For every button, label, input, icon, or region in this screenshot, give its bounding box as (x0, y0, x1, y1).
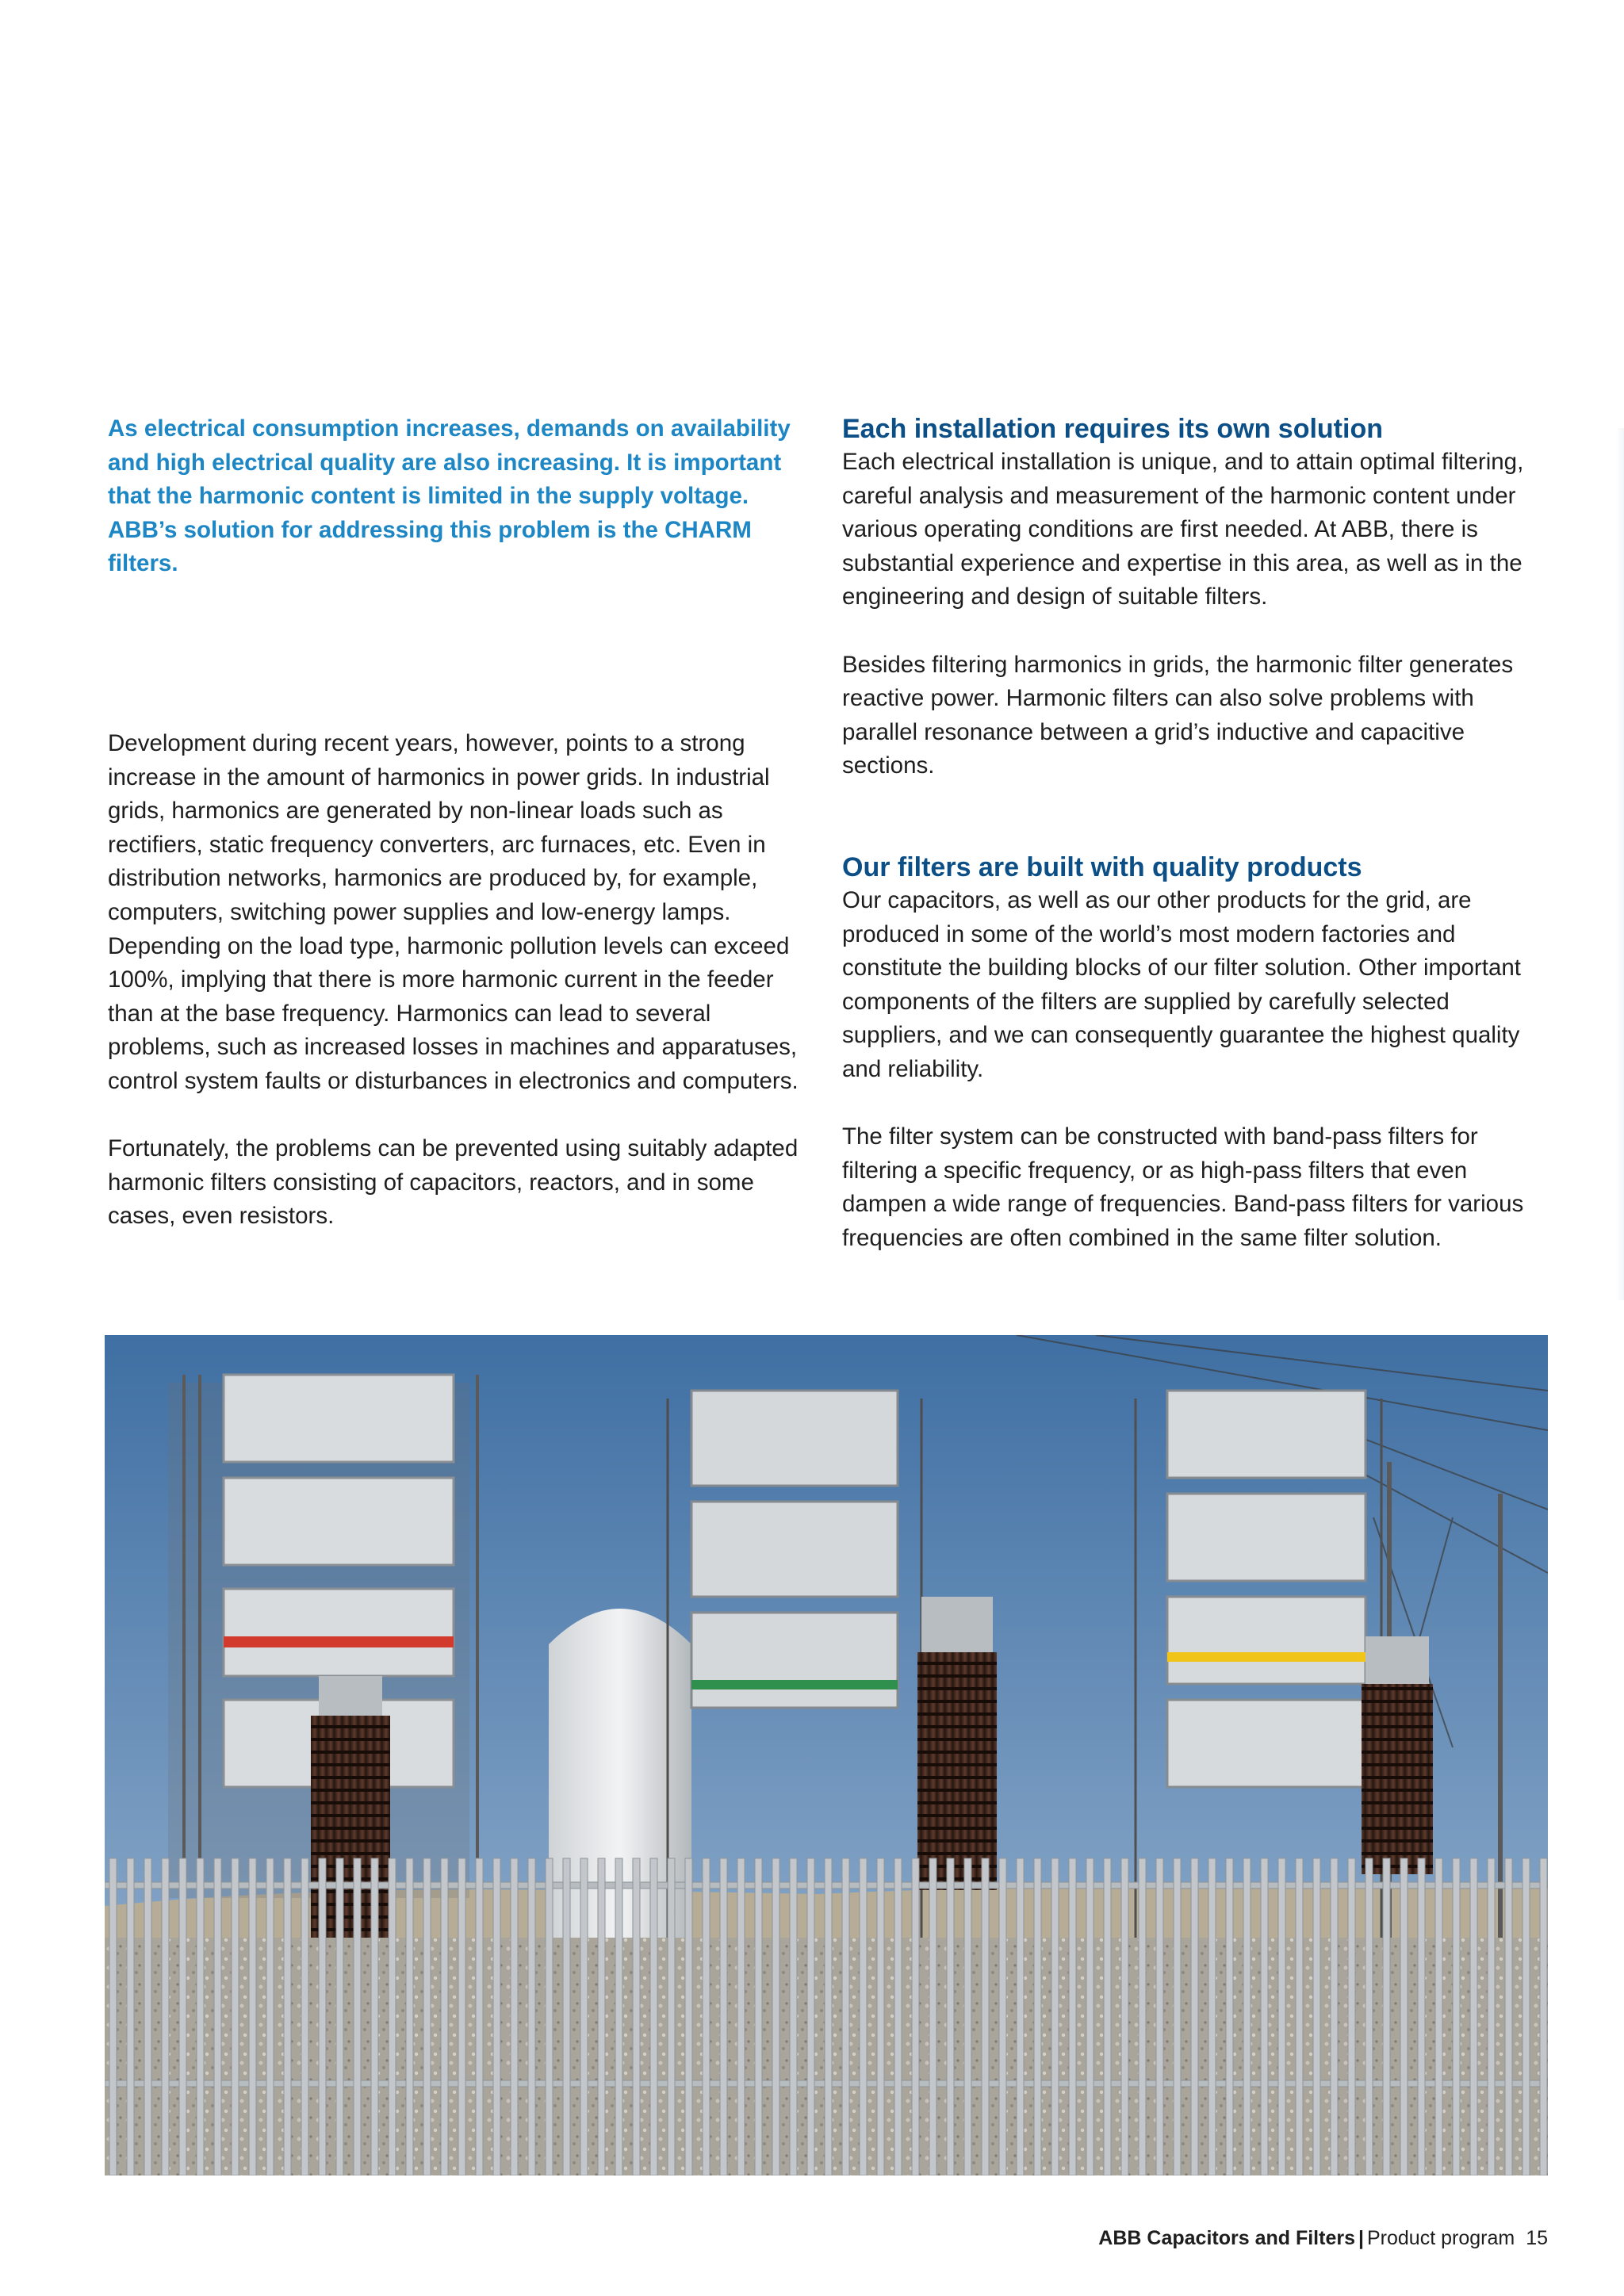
fence-bar (1191, 1858, 1198, 2175)
fence-bar (894, 1858, 902, 2175)
fence-bar (790, 1858, 797, 2175)
fence-bar (1243, 1858, 1251, 2175)
page-edge-shadow (1616, 428, 1624, 1300)
installation-paragraph-1: Each electrical installation is unique, and to attain optimal filtering, careful analysis and measurement of the harmonic content under various operating conditions are first needed. At ABB, there is substantial experience and expertise in this area, as well as in the engineering and design of suitable filters. (842, 449, 1524, 610)
fence-bar (319, 1858, 326, 2175)
installation-paragraph-2: Besides filtering harmonics in grids, the harmonic filter generates reactive power. Harmonic filters can also solve problems with parallel resonance between a grid’s inductive and capacitive sections. (842, 651, 1514, 779)
fence-bar (685, 1858, 692, 2175)
fence-bar (371, 1858, 378, 2175)
fence-bar (162, 1858, 169, 2175)
fence-bar (807, 1858, 814, 2175)
fence-bar (423, 1858, 431, 2175)
right-column (842, 412, 1548, 1255)
fence-bar (214, 1858, 221, 2175)
fence-bar (1104, 1858, 1111, 2175)
quality-paragraph-1: Our capacitors, as well as our other products for the grid, are produced in some of the world’s most modern factories and constitute the building blocks of our filter solution. Other important components of the filters are supplied by carefully selected suppliers, and we can consequently guarantee the highest quality and reliability. (842, 886, 1521, 1082)
fence-bar (999, 1858, 1006, 2175)
left-column (108, 412, 814, 1234)
fence-bar (406, 1858, 413, 2175)
fence-bar (703, 1858, 710, 2175)
fence-bar (772, 1858, 779, 2175)
fence-bar (1470, 1858, 1477, 2175)
fence-bar (563, 1858, 570, 2175)
fence-bar (249, 1858, 256, 2175)
fence-bar (1086, 1858, 1094, 2175)
filter-stack-left (168, 1375, 477, 1938)
fence-bar (1278, 1858, 1285, 2175)
substation-illustration (105, 1335, 1548, 2175)
fence-bar (458, 1858, 465, 2175)
fence-bar (1383, 1858, 1390, 2175)
fence-bar (1121, 1858, 1128, 2175)
fence-bar (1296, 1858, 1303, 2175)
fence-bar (912, 1858, 919, 2175)
fence-bar (389, 1858, 396, 2175)
fence-bar (929, 1858, 936, 2175)
fence-bar (127, 1858, 134, 2175)
fence-bar (737, 1858, 745, 2175)
fence-bar (144, 1858, 151, 2175)
fence-bar (1522, 1858, 1530, 2175)
fence-bar (476, 1858, 483, 2175)
fence-bar (615, 1858, 622, 2175)
fence-bar (720, 1858, 727, 2175)
fence-bar (842, 1858, 849, 2175)
fence-bar (1139, 1858, 1146, 2175)
fence-bar (1435, 1858, 1442, 2175)
fence-bar (1313, 1858, 1320, 2175)
footer-section: Product program (1366, 2227, 1515, 2249)
fence-bar (1400, 1858, 1408, 2175)
fence-bar (1174, 1858, 1181, 2175)
fence-bar (179, 1858, 186, 2175)
fence-bar (511, 1858, 518, 2175)
fence-bar (1017, 1858, 1024, 2175)
left-paragraph-2: Fortunately, the problems can be prevented using suitably adapted harmonic filters consisting of capacitors, reactors, and in some cases, even resistors. (108, 1135, 799, 1230)
fence-bar (1331, 1858, 1338, 2175)
page-number: 15 (1526, 2227, 1548, 2249)
fence-bar (1365, 1858, 1373, 2175)
footer-brand: ABB Capacitors and Filters (1098, 2227, 1355, 2249)
fence-bar (1488, 1858, 1495, 2175)
fence-bar (493, 1858, 500, 2175)
fence-bar (633, 1858, 640, 2175)
fence-bar (441, 1858, 448, 2175)
fence-bar (1261, 1858, 1268, 2175)
fence-bar (336, 1858, 343, 2175)
section-heading-installation: Each installation requires its own solution (842, 414, 1383, 444)
fence-bar (1418, 1858, 1425, 2175)
intro-text: As electrical consumption increases, demands on availability and high electrical quality are also increasing. It is important that the harmonic content is limited in the supply voltage. ABB’s solution for addressing this problem is the CHARM filters. (108, 415, 791, 577)
fence-bar (580, 1858, 588, 2175)
fence-bar (947, 1858, 954, 2175)
fence-bar (528, 1858, 535, 2175)
fence-bar (354, 1858, 361, 2175)
fence-bar (109, 1858, 117, 2175)
filter-installation-photo (105, 1335, 1548, 2175)
fence-bar (982, 1858, 989, 2175)
fence-bar (1156, 1858, 1163, 2175)
section-heading-quality: Our filters are built with quality products (842, 851, 1362, 882)
fence-bar (755, 1858, 762, 2175)
fence-bar (598, 1858, 605, 2175)
fence-bar (301, 1858, 308, 2175)
fence-bar (877, 1858, 884, 2175)
fence-bar (1226, 1858, 1233, 2175)
fence-bar (668, 1858, 675, 2175)
fence-bar (1453, 1858, 1460, 2175)
fence-bar (964, 1858, 971, 2175)
fence-bar (232, 1858, 239, 2175)
fence-bar (1208, 1858, 1216, 2175)
fence-bar (1348, 1858, 1355, 2175)
fence-bar (1505, 1858, 1512, 2175)
fence-bar (197, 1858, 204, 2175)
footer-separator: | (1358, 2227, 1364, 2249)
left-paragraph-1: Development during recent years, however, points to a strong increase in the amount of harmonics in power grids. In industrial grids, harmonics are generated by non-linear loads such as rectifiers, static frequency converters, arc furnaces, etc. Even in distribution networks, harmonics are produced by, for example, computers, switching power supplies and low-energy lamps. Depending on the load type, harmonic pollution levels can exceed 100%, implying that there is more harmonic current in the feeder than at the base frequency. Harmonics can lead to several problems, such as increased losses in machines and apparatuses, control system faults or disturbances in electronics and computers. (108, 729, 799, 1094)
fence-bar (284, 1858, 291, 2175)
fence-bar (1069, 1858, 1076, 2175)
fence-bar (1540, 1858, 1547, 2175)
fence-bar (825, 1858, 832, 2175)
fence-bar (1034, 1858, 1041, 2175)
fence-bars (109, 1858, 1547, 2175)
fence-bar (650, 1858, 657, 2175)
fence-bar (266, 1858, 274, 2175)
fence-bar (546, 1858, 553, 2175)
fence-bar (1051, 1858, 1059, 2175)
fence-bar (860, 1858, 867, 2175)
page-footer (1098, 2226, 1548, 2250)
quality-paragraph-2: The filter system can be constructed with band-pass filters for filtering a specific frequency, or as high-pass filters that even dampen a wide range of frequencies. Band-pass filters for various frequencies are often combined in the same filter solution. (842, 1123, 1524, 1251)
